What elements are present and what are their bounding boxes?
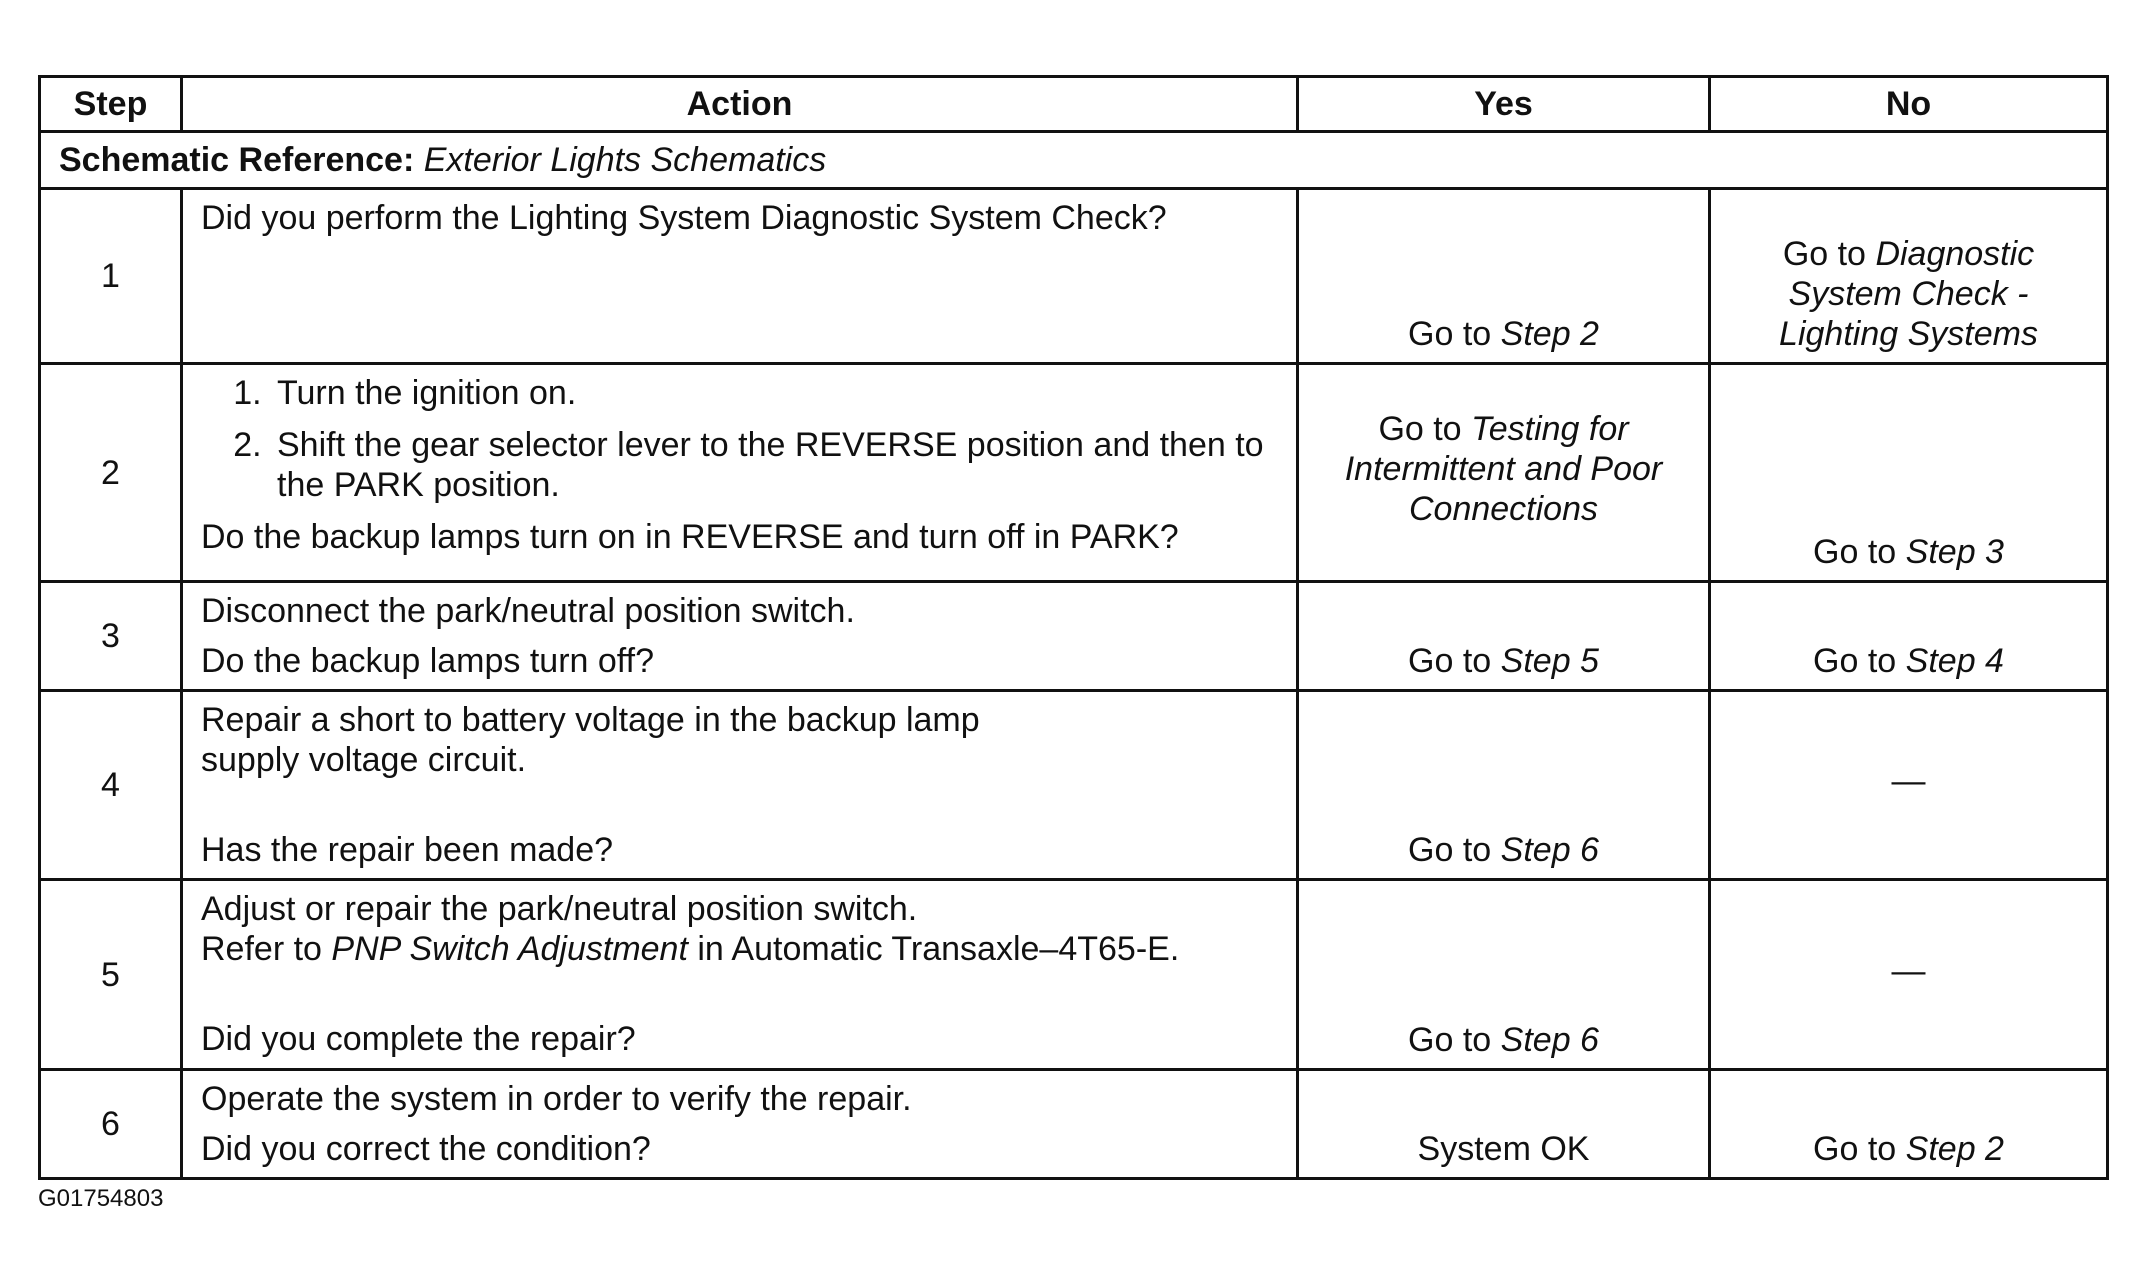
no-prefix: Go to [1813,533,1897,571]
yes-result: System OK [1417,1130,1590,1168]
yes-prefix: Go to [1408,831,1492,869]
action-question: Do the backup lamps turn on in REVERSE and turn off in PARK? [201,518,1179,556]
yes-cell [1298,1070,1710,1179]
step-number: 1 [40,189,182,364]
yes-link[interactable]: Step 6 [1500,1021,1599,1059]
header-step: Step [40,77,182,132]
yes-cell [1298,189,1710,364]
substep-item: 1. Turn the ignition on. [271,373,1278,413]
no-prefix: Go to [1782,235,1866,273]
yes-cell [1298,691,1710,880]
table-row [40,1070,2108,1179]
step-number: 5 [40,880,182,1070]
yes-prefix: Go to [1378,409,1462,448]
refer-prefix: Refer to [201,930,322,968]
refer-link[interactable]: PNP Switch Adjustment [331,930,688,968]
header-row [40,77,2108,132]
yes-link[interactable]: Step 5 [1500,642,1599,680]
action-question: Did you complete the repair? [201,1020,636,1058]
yes-link[interactable]: Step 2 [1500,315,1599,353]
no-dash: — [1891,951,1926,990]
no-cell [1710,364,2108,582]
header-action: Action [182,77,1298,132]
header-yes: Yes [1298,77,1710,132]
no-cell [1710,189,2108,364]
no-prefix: Go to [1813,642,1897,680]
yes-link[interactable]: Step 6 [1500,831,1599,869]
action-cell [182,364,1298,582]
action-text: Disconnect the park/neutral position switch. [201,592,855,630]
yes-prefix: Go to [1408,315,1492,353]
no-cell [1710,1070,2108,1179]
action-text: Repair a short to battery voltage in the backup lamp supply voltage circuit. [201,701,980,779]
action-cell [182,880,1298,1070]
schematic-reference-label: Schematic Reference: [59,141,415,179]
no-link[interactable]: Step 3 [1905,533,2004,571]
table-row [40,691,2108,880]
no-cell [1710,880,2108,1070]
figure-id: G01754803 [38,1185,164,1212]
diagnostic-table [38,75,2109,1180]
schematic-reference-row [40,132,2108,189]
action-text: Adjust or repair the park/neutral position switch. [201,890,918,928]
step-number: 4 [40,691,182,880]
action-question: Did you correct the condition? [201,1130,651,1168]
step-number: 2 [40,364,182,582]
action-question: Do the backup lamps turn off? [201,642,654,680]
yes-prefix: Go to [1408,642,1492,680]
schematic-reference-link[interactable]: Exterior Lights Schematics [423,141,827,179]
no-link[interactable]: Step 2 [1905,1130,2004,1168]
action-question: Has the repair been made? [201,831,614,869]
header-no: No [1710,77,2108,132]
step-number: 6 [40,1070,182,1179]
yes-cell [1298,582,1710,691]
substep-item: 2. Shift the gear selector lever to the REVERSE position and then to the PARK position. [271,425,1278,505]
table-row [40,364,2108,582]
no-dash: — [1891,762,1926,800]
no-cell [1710,582,2108,691]
no-link[interactable]: Diagnostic System Check - Lighting Systems [1779,235,2038,353]
step-number: 3 [40,582,182,691]
action-cell [182,691,1298,880]
action-text: Did you perform the Lighting System Diagnostic System Check? [201,199,1167,237]
substep-list [201,373,1278,505]
yes-cell [1298,364,1710,582]
table-row [40,189,2108,364]
action-text: Operate the system in order to verify the repair. [201,1080,912,1118]
table-row [40,880,2108,1070]
action-cell [182,1070,1298,1179]
action-cell [182,189,1298,364]
action-refer [201,929,1278,969]
refer-suffix: in Automatic Transaxle–4T65-E. [697,930,1180,968]
no-cell [1710,691,2108,880]
table-row [40,582,2108,691]
no-prefix: Go to [1813,1130,1897,1168]
no-link[interactable]: Step 4 [1905,642,2004,680]
action-cell [182,582,1298,691]
yes-prefix: Go to [1408,1021,1492,1059]
yes-cell [1298,880,1710,1070]
schematic-reference [40,132,2108,189]
yes-link[interactable]: Testing for Intermittent and Poor Connections [1344,409,1663,528]
